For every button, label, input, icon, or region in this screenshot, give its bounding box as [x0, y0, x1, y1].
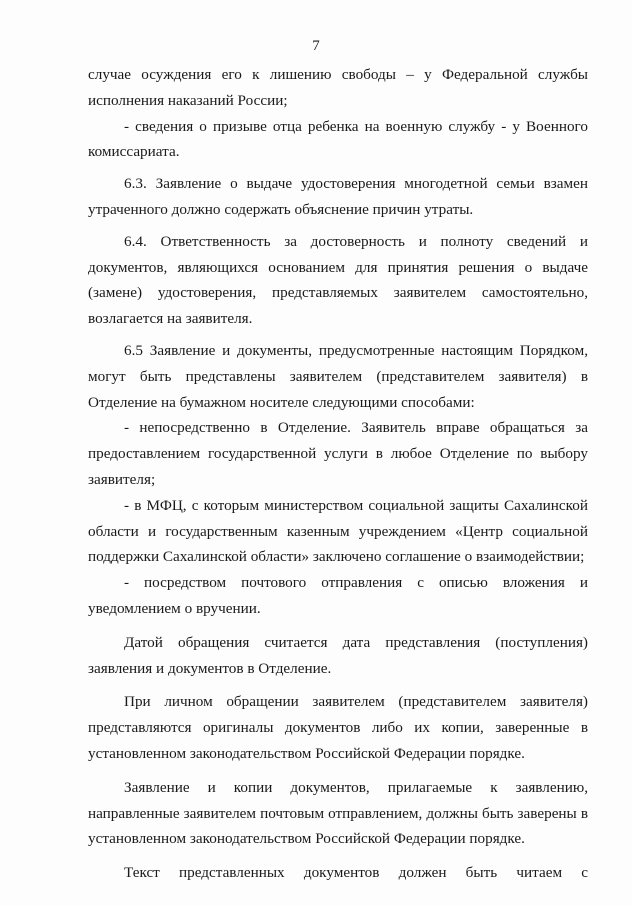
paragraph-military-service: - сведения о призыве отца ребенка на военную службу - у Военного комиссариата. [88, 117, 588, 161]
paragraph-postal-application: Заявление и копии документов, прилагаемые к заявлению, направленные заявителем почтовым отправлением, должны быть заверены в установленном законодательством Российской Федерации порядке. [88, 778, 588, 848]
paragraph-readability: Текст представленных документов должен быть читаем с [124, 864, 588, 882]
paragraph-6-5: 6.5 Заявление и документы, предусмотренные настоящим Порядком, могут быть представлены заявителем (представителем заявителя) в Отделение на бумажном носителе следующими способами: [88, 341, 588, 411]
paragraph-6-4: 6.4. Ответственность за достоверность и полноту сведений и документов, являющихся основанием для принятия решения о выдаче (замене) удостоверения, представляемых заявителем самостоятельно, возлагается на заявителя. [88, 232, 588, 328]
page-number: 7 [312, 38, 320, 54]
list-item-mfc: - в МФЦ, с которым министерством социальной защиты Сахалинской области и государственным казенным учреждением «Центр социальной поддержки Сахалинской области» заключено соглашение о взаимодействии; [88, 496, 588, 566]
list-item-post: - посредством почтового отправления с описью вложения и уведомлением о вручении. [88, 574, 588, 617]
paragraph-personal-application: При личном обращении заявителем (представителем заявителя) представляются оригиналы документов либо их копии, заверенные в установленном законодательством Российской Федерации порядке. [88, 693, 588, 762]
document-body [88, 62, 588, 886]
paragraph-continuation: случае осуждения его к лишению свободы – у Федеральной службы исполнения наказаний России; [88, 66, 588, 109]
paragraph-date-of-application: Датой обращения считается дата представления (поступления) заявления и документов в Отделение. [88, 633, 588, 677]
list-item-direct: - непосредственно в Отделение. Заявитель вправе обращаться за предоставлением государственной услуги в любое Отделение по выбору заявителя; [88, 419, 588, 488]
paragraph-6-3: 6.3. Заявление о выдаче удостоверения многодетной семьи взамен утраченного должно содержать объяснение причин утраты. [88, 175, 588, 218]
